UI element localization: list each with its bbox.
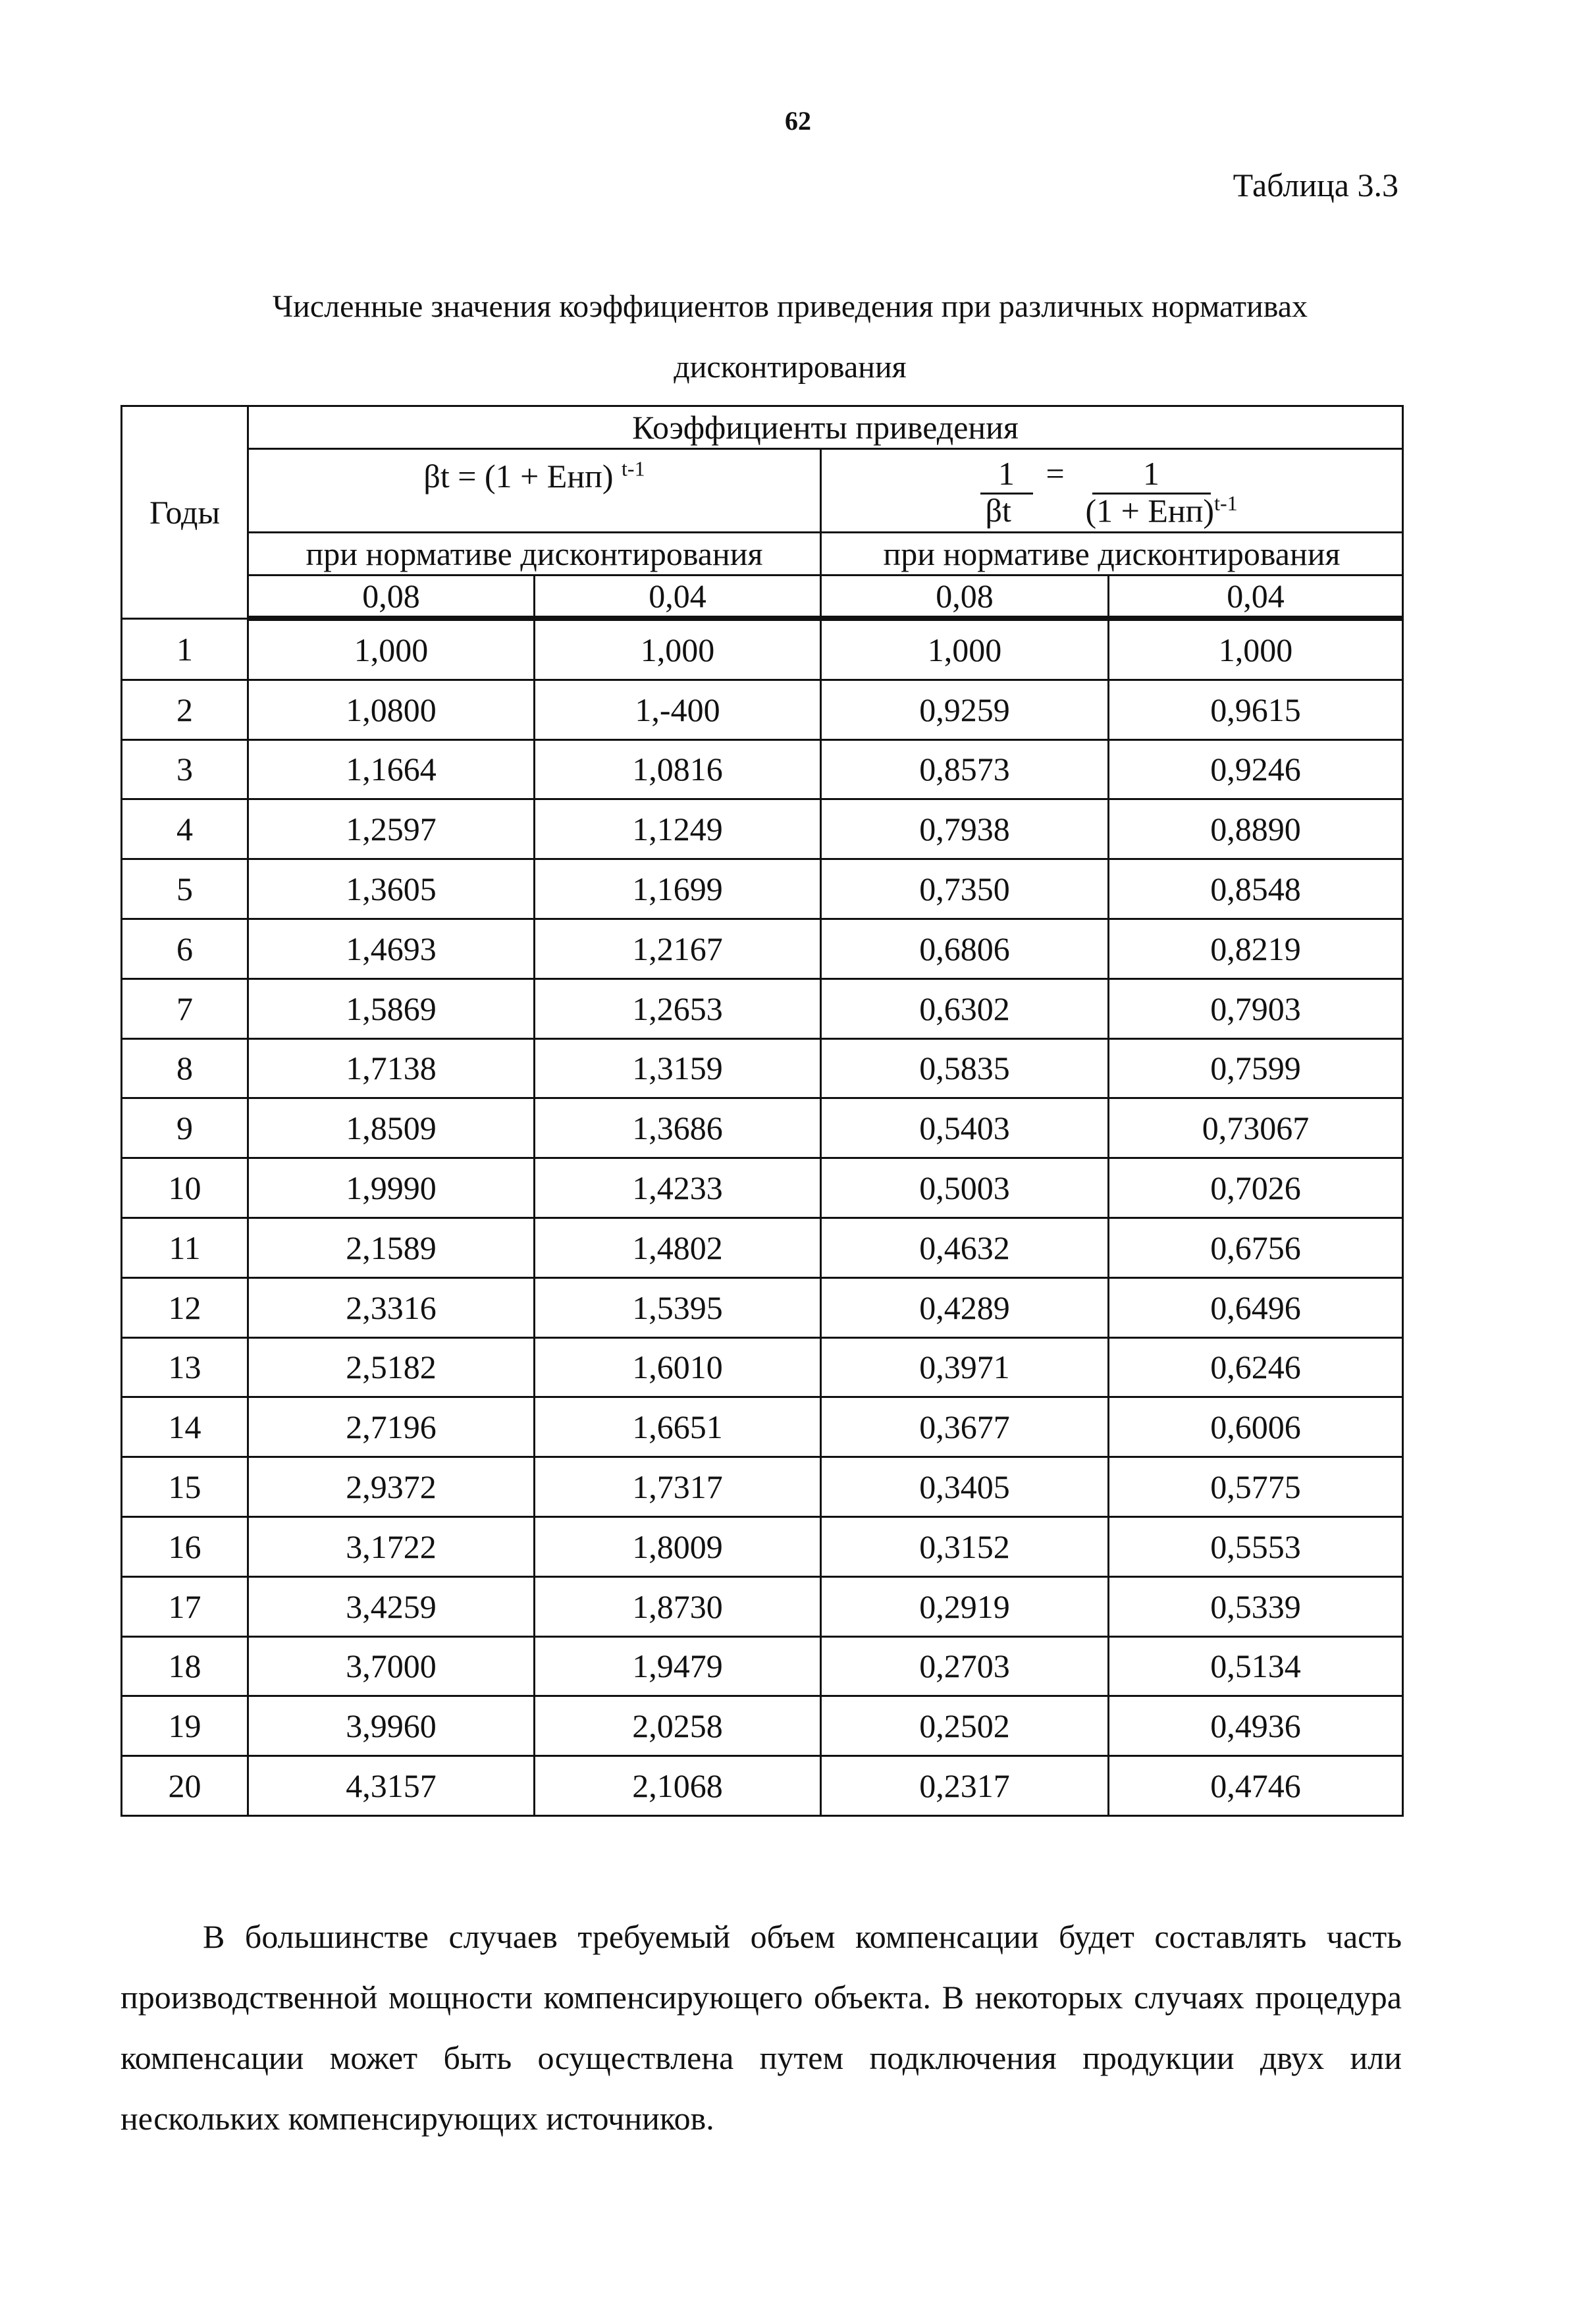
- value-cell: 0,7938: [821, 799, 1109, 859]
- value-cell: 0,7599: [1109, 1038, 1403, 1098]
- formula-beta: [423, 458, 645, 495]
- value-cell: 0,3677: [821, 1397, 1109, 1457]
- coefficients-table: [120, 405, 1404, 1817]
- value-cell: 1,8009: [535, 1516, 821, 1576]
- rate-header-left: при нормативе дисконтирования: [248, 533, 821, 576]
- table-row: [122, 680, 1403, 739]
- value-cell: 2,3316: [248, 1277, 535, 1337]
- year-cell: 2: [122, 680, 248, 739]
- rate-cell: 0,04: [1109, 576, 1403, 619]
- value-cell: 0,5403: [821, 1098, 1109, 1158]
- paragraph-text: В большинстве случаев требуемый объем компенсации будет составлять часть производственной мощности компенсирующего объекта. В некоторых случаях процедура компенсации может быть осуществлена путем подключения продукции двух или нескольких компенсирующих источников.: [120, 1918, 1402, 2137]
- value-cell: 2,7196: [248, 1397, 535, 1457]
- value-cell: 0,6246: [1109, 1337, 1403, 1397]
- value-cell: 1,3686: [535, 1098, 821, 1158]
- table-row: [122, 859, 1403, 919]
- year-cell: 20: [122, 1756, 248, 1816]
- value-cell: 0,7350: [821, 859, 1109, 919]
- value-cell: 1,4233: [535, 1158, 821, 1218]
- formula-inverse-eq: =: [1046, 455, 1065, 492]
- year-cell: 1: [122, 618, 248, 680]
- year-cell: 14: [122, 1397, 248, 1457]
- year-cell: 12: [122, 1277, 248, 1337]
- formula-inverse-cell: [821, 449, 1403, 533]
- value-cell: 0,2919: [821, 1576, 1109, 1636]
- value-cell: 0,3971: [821, 1337, 1109, 1397]
- year-cell: 9: [122, 1098, 248, 1158]
- value-cell: 0,6302: [821, 978, 1109, 1038]
- table-row: [122, 919, 1403, 978]
- value-cell: 1,2597: [248, 799, 535, 859]
- body-paragraph: [120, 1906, 1402, 2149]
- value-cell: 1,4693: [248, 919, 535, 978]
- value-cell: 0,3152: [821, 1516, 1109, 1576]
- formula-inverse-den2-text: (1 + Eнп): [1085, 492, 1215, 529]
- value-cell: 1,8730: [535, 1576, 821, 1636]
- value-cell: 0,3405: [821, 1457, 1109, 1517]
- value-cell: 1,2653: [535, 978, 821, 1038]
- value-cell: 2,1068: [535, 1756, 821, 1816]
- value-cell: 0,2502: [821, 1696, 1109, 1756]
- formula-inverse-den1: βt: [985, 492, 1011, 529]
- table-row: [122, 1397, 1403, 1457]
- value-cell: 0,5775: [1109, 1457, 1403, 1517]
- value-cell: 1,000: [248, 618, 535, 680]
- year-cell: 13: [122, 1337, 248, 1397]
- formula-beta-exponent: t-1: [622, 456, 645, 481]
- year-cell: 5: [122, 859, 248, 919]
- page-number: 62: [785, 106, 811, 136]
- value-cell: 1,5869: [248, 978, 535, 1038]
- value-cell: 0,73067: [1109, 1098, 1403, 1158]
- year-cell: 17: [122, 1576, 248, 1636]
- rate-cell: 0,08: [248, 576, 535, 619]
- year-cell: 16: [122, 1516, 248, 1576]
- formula-beta-lhs: βt = (1 + Eнп): [423, 458, 614, 495]
- value-cell: 1,0800: [248, 680, 535, 739]
- value-cell: 0,9615: [1109, 680, 1403, 739]
- value-cell: 0,9246: [1109, 739, 1403, 799]
- value-cell: 0,7026: [1109, 1158, 1403, 1218]
- value-cell: 1,6651: [535, 1397, 821, 1457]
- year-cell: 7: [122, 978, 248, 1038]
- year-cell: 11: [122, 1218, 248, 1277]
- year-cell: 8: [122, 1038, 248, 1098]
- value-cell: 1,9990: [248, 1158, 535, 1218]
- formula-beta-cell: [248, 449, 821, 533]
- table-row: [122, 1516, 1403, 1576]
- table-row: [122, 618, 1403, 680]
- table-row: [122, 1636, 1403, 1696]
- formula-inverse-num1: 1: [980, 454, 1033, 495]
- table-row: [122, 1038, 1403, 1098]
- table-caption: Численные значения коэффициентов приведения при различных нормативах дисконтирования: [272, 289, 1308, 385]
- value-cell: 1,6010: [535, 1337, 821, 1397]
- formula-inverse: [974, 450, 1250, 529]
- value-cell: 3,9960: [248, 1696, 535, 1756]
- value-cell: 0,8573: [821, 739, 1109, 799]
- value-cell: 1,2167: [535, 919, 821, 978]
- value-cell: 0,6496: [1109, 1277, 1403, 1337]
- value-cell: 2,9372: [248, 1457, 535, 1517]
- value-cell: 0,4289: [821, 1277, 1109, 1337]
- value-cell: 0,2703: [821, 1636, 1109, 1696]
- value-cell: 0,7903: [1109, 978, 1403, 1038]
- value-cell: 3,1722: [248, 1516, 535, 1576]
- value-cell: 0,5003: [821, 1158, 1109, 1218]
- value-cell: 0,6006: [1109, 1397, 1403, 1457]
- value-cell: 1,7317: [535, 1457, 821, 1517]
- value-cell: 2,5182: [248, 1337, 535, 1397]
- value-cell: 0,5134: [1109, 1636, 1403, 1696]
- value-cell: 4,3157: [248, 1756, 535, 1816]
- year-cell: 4: [122, 799, 248, 859]
- value-cell: 1,3605: [248, 859, 535, 919]
- years-header: Годы: [122, 406, 248, 619]
- table-row: [122, 1098, 1403, 1158]
- table-row: [122, 739, 1403, 799]
- formula-inverse-den2: [1086, 491, 1238, 530]
- year-cell: 10: [122, 1158, 248, 1218]
- value-cell: 1,000: [821, 618, 1109, 680]
- value-cell: 0,6756: [1109, 1218, 1403, 1277]
- value-cell: 0,8219: [1109, 919, 1403, 978]
- table-row: [122, 978, 1403, 1038]
- value-cell: 0,8548: [1109, 859, 1403, 919]
- table-label: Таблица 3.3: [1233, 167, 1398, 203]
- value-cell: 0,5553: [1109, 1516, 1403, 1576]
- year-cell: 6: [122, 919, 248, 978]
- value-cell: 1,4802: [535, 1218, 821, 1277]
- value-cell: 2,0258: [535, 1696, 821, 1756]
- value-cell: 0,6806: [821, 919, 1109, 978]
- value-cell: 0,4632: [821, 1218, 1109, 1277]
- year-cell: 3: [122, 739, 248, 799]
- table-row: [122, 799, 1403, 859]
- value-cell: 0,5339: [1109, 1576, 1403, 1636]
- value-cell: 0,2317: [821, 1756, 1109, 1816]
- table-body: [122, 618, 1403, 1815]
- year-cell: 18: [122, 1636, 248, 1696]
- value-cell: 1,8509: [248, 1098, 535, 1158]
- formula-inverse-exponent: t-1: [1214, 491, 1238, 515]
- table-row: [122, 1696, 1403, 1756]
- value-cell: 3,4259: [248, 1576, 535, 1636]
- value-cell: 3,7000: [248, 1636, 535, 1696]
- value-cell: 0,9259: [821, 680, 1109, 739]
- value-cell: 1,1249: [535, 799, 821, 859]
- table-row: [122, 1218, 1403, 1277]
- table-row: [122, 1277, 1403, 1337]
- table-row: [122, 1756, 1403, 1816]
- value-cell: 1,1664: [248, 739, 535, 799]
- value-cell: 1,0816: [535, 739, 821, 799]
- value-cell: 1,7138: [248, 1038, 535, 1098]
- table-row: [122, 1457, 1403, 1517]
- value-cell: 2,1589: [248, 1218, 535, 1277]
- rate-cell: 0,04: [535, 576, 821, 619]
- formula-inverse-num2: 1: [1092, 454, 1211, 495]
- group-header: Коэффициенты приведения: [248, 406, 1403, 449]
- table-row: [122, 1576, 1403, 1636]
- year-cell: 19: [122, 1696, 248, 1756]
- value-cell: 0,8890: [1109, 799, 1403, 859]
- table-row: [122, 1158, 1403, 1218]
- value-cell: 1,3159: [535, 1038, 821, 1098]
- value-cell: 1,-400: [535, 680, 821, 739]
- value-cell: 0,4746: [1109, 1756, 1403, 1816]
- value-cell: 1,000: [1109, 618, 1403, 680]
- value-cell: 1,1699: [535, 859, 821, 919]
- year-cell: 15: [122, 1457, 248, 1517]
- value-cell: 0,4936: [1109, 1696, 1403, 1756]
- table-row: [122, 1337, 1403, 1397]
- rate-cell: 0,08: [821, 576, 1109, 619]
- value-cell: 0,5835: [821, 1038, 1109, 1098]
- value-cell: 1,9479: [535, 1636, 821, 1696]
- rate-header-right: при нормативе дисконтирования: [821, 533, 1403, 576]
- value-cell: 1,000: [535, 618, 821, 680]
- value-cell: 1,5395: [535, 1277, 821, 1337]
